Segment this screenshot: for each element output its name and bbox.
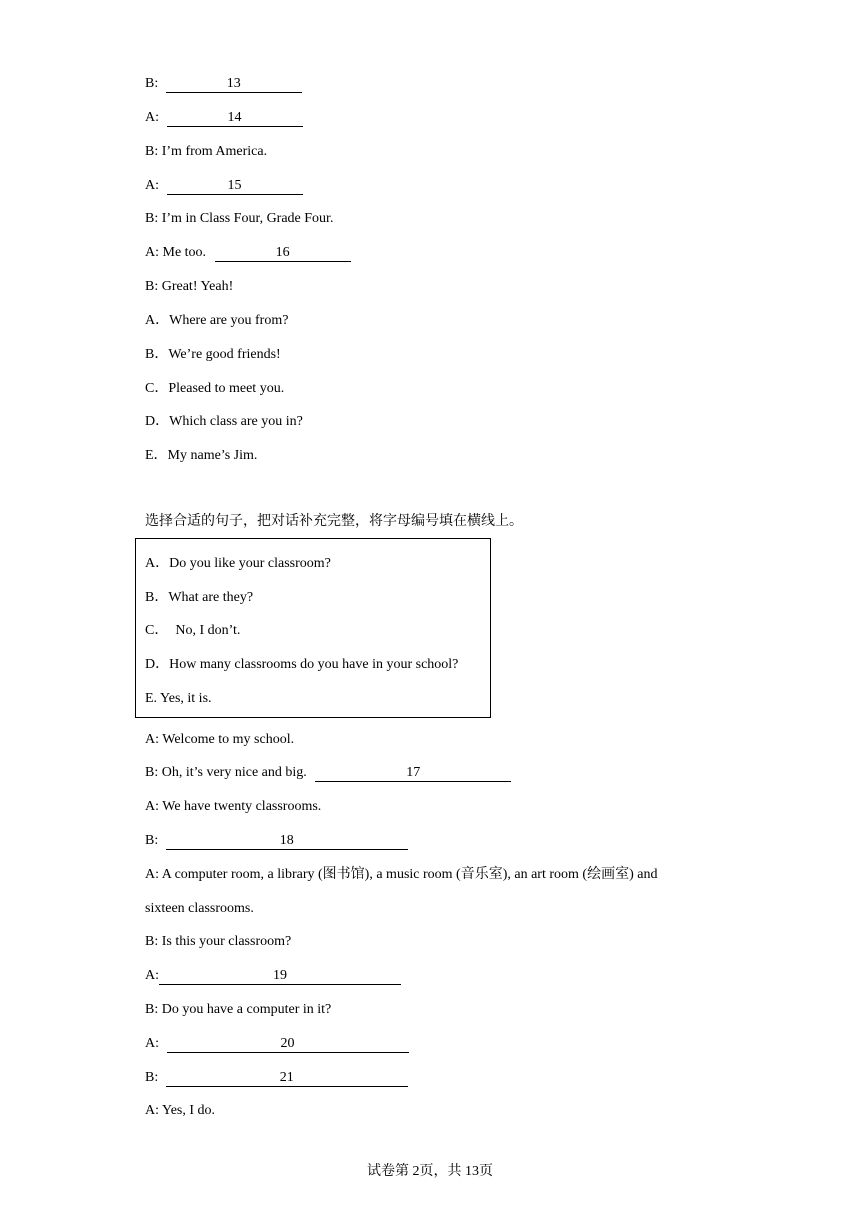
speaker: B: xyxy=(145,833,159,848)
dialogue-text: Is this your classroom? xyxy=(161,934,292,949)
option-item: B．We’re good friends! xyxy=(145,347,281,362)
option-item: C． No, I don’t. xyxy=(145,623,241,638)
speaker: A: xyxy=(145,867,159,882)
dialogue-line xyxy=(145,967,401,985)
dialogue-line xyxy=(145,75,302,93)
dialogue-text: Oh, it’s very nice and big. xyxy=(161,765,307,780)
page-footer: 试卷第 2页，共 13页 xyxy=(367,1164,493,1179)
answer-blank: 19 xyxy=(159,968,401,985)
speaker: A: xyxy=(145,1103,159,1118)
dialogue-text: Yes, I do. xyxy=(161,1103,216,1118)
dialogue-line xyxy=(145,764,511,782)
dialogue-line xyxy=(145,731,294,749)
option-item: B．What are they? xyxy=(145,590,254,605)
dialogue-text: A computer room, a library (图书馆), a music room (音乐室), an art room (绘画室) and xyxy=(161,867,658,882)
dialogue-line xyxy=(145,933,291,951)
answer-blank: 21 xyxy=(166,1070,408,1087)
dialogue-text: Me too. xyxy=(162,245,207,260)
option-item: A．Where are you from? xyxy=(145,313,289,328)
dialogue-text: Great! Yeah! xyxy=(161,279,234,294)
option-item: D．How many classrooms do you have in your school? xyxy=(145,657,459,672)
dialogue-text: I’m in Class Four, Grade Four. xyxy=(161,211,334,226)
option-item: E．My name’s Jim. xyxy=(145,448,258,463)
answer-blank: 17 xyxy=(315,765,511,782)
answer-blank: 15 xyxy=(167,178,303,195)
answer-blank: 20 xyxy=(167,1036,409,1053)
dialogue-line xyxy=(145,798,321,816)
dialogue-line xyxy=(145,1001,331,1019)
dialogue-text: I’m from America. xyxy=(161,144,268,159)
dialogue-line xyxy=(145,210,333,228)
option-item: A．Do you like your classroom? xyxy=(145,556,331,571)
speaker: A: xyxy=(145,178,159,193)
option-item: D．Which class are you in? xyxy=(145,414,303,429)
speaker: A: xyxy=(145,799,159,814)
dialogue-line xyxy=(145,1035,409,1053)
dialogue-line xyxy=(145,832,408,850)
dialogue-text: We have twenty classrooms. xyxy=(162,799,322,814)
dialogue-line xyxy=(145,177,303,195)
dialogue-line xyxy=(145,1069,408,1087)
section-instruction: 选择合适的句子，把对话补充完整，将字母编号填在横线上。 xyxy=(145,513,523,529)
speaker: B: xyxy=(145,144,159,159)
speaker: B: xyxy=(145,934,159,949)
speaker: B: xyxy=(145,279,159,294)
answer-blank: 13 xyxy=(166,76,302,93)
option-item: C．Pleased to meet you. xyxy=(145,381,285,396)
speaker: B: xyxy=(145,76,159,91)
dialogue-line xyxy=(145,1102,215,1120)
speaker: A: xyxy=(145,732,159,747)
dialogue-line xyxy=(145,866,657,884)
dialogue-text: sixteen classrooms. xyxy=(145,901,254,916)
option-item: E. Yes, it is. xyxy=(145,691,212,706)
dialogue-text: Do you have a computer in it? xyxy=(161,1002,332,1017)
dialogue-line xyxy=(145,143,267,161)
answer-blank: 16 xyxy=(215,245,351,262)
speaker: B: xyxy=(145,765,159,780)
answer-blank: 18 xyxy=(166,833,408,850)
speaker: B: xyxy=(145,1002,159,1017)
speaker: B: xyxy=(145,1070,159,1085)
answer-blank: 14 xyxy=(167,110,303,127)
speaker: A: xyxy=(145,1036,159,1051)
speaker: A: xyxy=(145,968,159,983)
speaker: A: xyxy=(145,245,159,260)
dialogue-line xyxy=(145,278,233,296)
speaker: A: xyxy=(145,110,159,125)
dialogue-line xyxy=(145,244,351,262)
speaker: B: xyxy=(145,211,159,226)
dialogue-line xyxy=(145,109,303,127)
dialogue-line xyxy=(145,900,254,918)
dialogue-text: Welcome to my school. xyxy=(162,732,295,747)
